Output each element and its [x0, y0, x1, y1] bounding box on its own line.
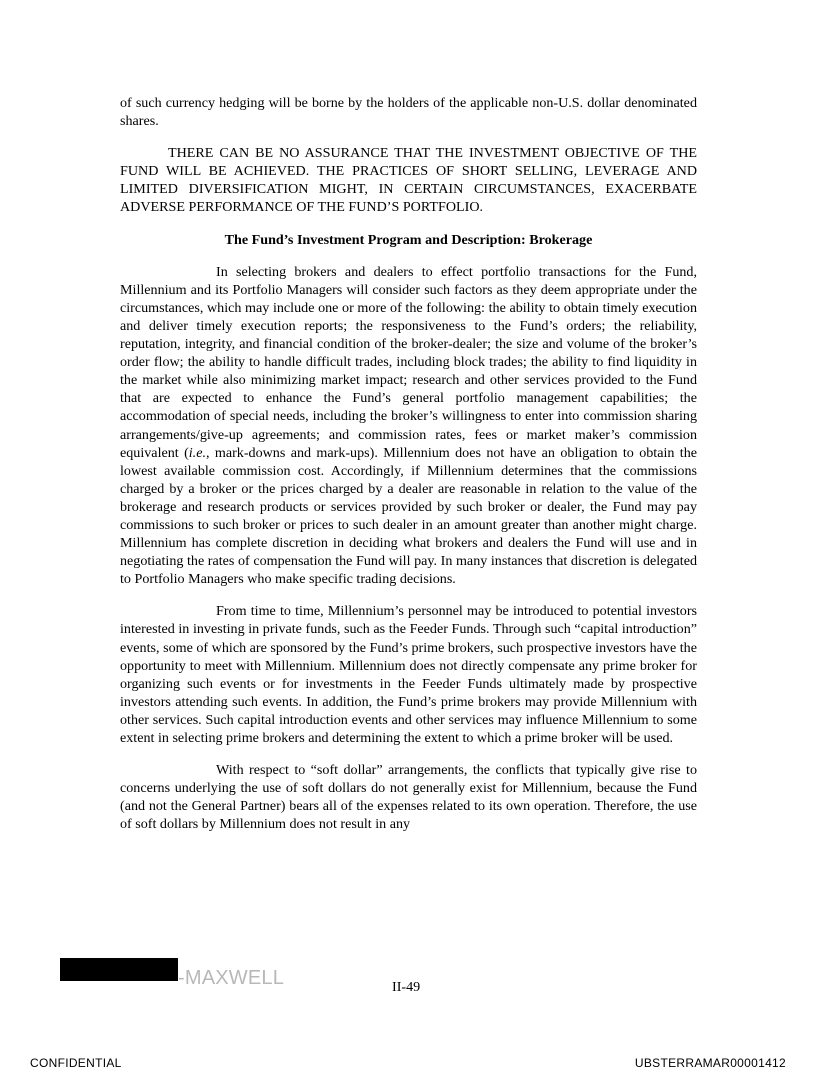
watermark-name: -MAXWELL	[178, 967, 285, 989]
paragraph-currency-hedging: of such currency hedging will be borne by the holders of the applicable non-U.S. dollar denominated shares.	[120, 95, 697, 130]
paragraph-brokerage-text-1: In selecting brokers and dealers to effect portfolio transactions for the Fund, Millennium and its Portfolio Managers will consider such factors as they deem appropriate under the circumstances, which may include one or more of the following: the ability to obtain timely execution and deliver timely execution reports; the responsiveness to the Fund’s orders; the reliability, reputation, integrity, and financial condition of the broker-dealer; the size and volume of the broker’s order flow; the ability to handle difficult trades, including block trades; the ability to find liquidity in the market while also minimizing market impact; research and other services provided to the Fund that are expected to enhance the Fund’s general portfolio management capabilities; the accommodation of special needs, including the broker’s willingness to enter into commission sharing arrangements/give-up agreements; and commission rates, fees or market maker’s commission equivalent (	[120, 263, 697, 461]
page-number: II-49	[392, 979, 421, 995]
paragraph-soft-dollar: With respect to “soft dollar” arrangements, the conflicts that typically give rise to concerns underlying the use of soft dollars do not generally exist for Millennium, because the Fund (and not the General Partner) bears all of the expenses related to its own operation. Therefore, the use of soft dollars by Millennium does not result in any	[120, 762, 697, 833]
paragraph-risk-disclaimer: THERE CAN BE NO ASSURANCE THAT THE INVESTMENT OBJECTIVE OF THE FUND WILL BE ACHIEVED. THE PRACTICES OF SHORT SELLING, LEVERAGE AND LIMITED DIVERSIFICATION MIGHT, IN CERTAIN CIRCUMSTANCES, EXACERBATE ADVERSE PERFORMANCE OF THE FUND’S PORTFOLIO.	[120, 145, 697, 216]
paragraph-brokerage-ie: i.e.	[188, 444, 206, 461]
document-body	[120, 94, 697, 847]
confidential-label: CONFIDENTIAL	[30, 1056, 122, 1070]
paragraph-brokerage-selection	[120, 263, 697, 589]
paragraph-brokerage-text-2: , mark-downs and mark-ups). Millennium does not have an obligation to obtain the lowest available commission cost. Accordingly, if Millennium determines that the commissions charged by a broker or the prices charged by a dealer are reasonable in relation to the value of the brokerage and research products or services provided by such broker or dealer, the Fund may pay commissions to such broker or prices to such dealer in an amount greater than another might charge. Millennium has complete discretion in deciding what brokers and dealers the Fund will use and in negotiating the rates of compensation the Fund will pay. In many instances that discretion is delegated to Portfolio Managers who make specific trading decisions.	[120, 444, 698, 588]
section-heading: The Fund’s Investment Program and Description: Brokerage	[224, 231, 593, 248]
paragraph-capital-introduction: From time to time, Millennium’s personnel may be introduced to potential investors interested in investing in private funds, such as the Feeder Funds. Through such “capital introduction” events, some of which are sponsored by the Fund’s prime brokers, such prospective investors have the opportunity to meet with Millennium. Millennium does not directly compensate any prime broker for organizing such events or for investments in the Feeder Funds ultimately made by prospective investors attending such events. In addition, the Fund’s prime brokers may provide Millennium with other services. Such capital introduction events and other services may influence Millennium to some extent in selecting prime brokers and determining the extent to which a prime broker will be used.	[120, 603, 697, 746]
bates-number: UBSTERRAMAR00001412	[634, 1056, 786, 1070]
redaction-box	[60, 958, 178, 981]
